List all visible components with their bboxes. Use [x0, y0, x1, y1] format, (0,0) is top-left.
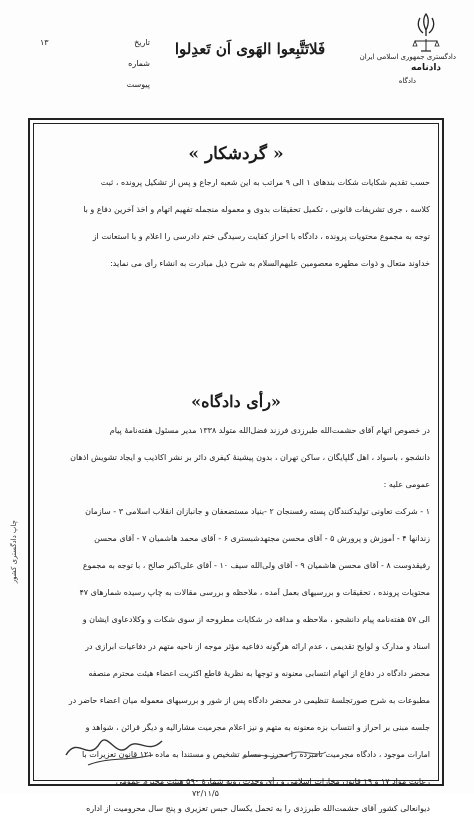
verdict-line: ۷۲/۱۱/۵ — [192, 789, 219, 798]
quran-motto: فَلاتَتَّبِعوا الهَوی اَن تَعدِلوا — [174, 40, 326, 58]
document-meta — [40, 38, 150, 101]
verdict-line: امارات موجود ، دادگاه مجرمیت نامبرده را محرز و مسلم تشخیص و مستنداً به ماده ۱۲۱ قانون تعزیرات با — [82, 750, 430, 759]
verdict-line: جلسه مبنی بر احراز و انتساب بزه معنونه به متهم و نیز اعلام مجرمیت مشارالیه و دیگر قرائن ، شواهد و — [85, 723, 430, 732]
document-type: دادنامه — [410, 63, 442, 73]
verdict-line: زندانها ۴ - آموزش و پرورش ۵ - آقای محسن مجتهدشبستری ۶ - آقای محمد هاشمیان ۷ - آقای محسن — [94, 534, 430, 543]
paragraph-line: توجه به مجموع محتویات پرونده ، دادگاه با احراز کفایت رسیدگی ختم دادرسی را اعلام و با استعانت از — [92, 232, 430, 241]
verdict-line: عمومی علیه : — [383, 480, 430, 489]
verdict-line: ۱ - شرکت تعاونی تولیدکنندگان پسته رفسنجان ۲ -بنیاد مستضعفان و جانبازان انقلاب اسلامی ۳ - سازمان — [85, 507, 430, 516]
verdict-title: «رأی دادگاه» — [191, 392, 281, 411]
paragraph-line: حسب تقدیم شکایات شکات بندهای ۱ الی ۹ مراتب به این شعبه ارجاع و پس از تشکیل پرونده ، ثبت — [100, 178, 430, 187]
printer-side-note: چاپ دادگستری کشور — [10, 520, 18, 584]
attachment-row — [40, 80, 150, 89]
number-row — [40, 59, 150, 68]
attachment-label: پیوست — [126, 80, 150, 89]
verdict-line: اسناد و مدارک و لوایح تقدیمی ، عدم ارائه هرگونه دفاعیه مؤثر موجه از ناحیه متهم در دفاعیات ابرازی در — [85, 642, 430, 651]
paragraph-line: کلاسه ، جری تشریفات قانونی ، تکمیل تحقیقات بدوی و معموله منجمله تفهیم اتهام و اخذ آخرین دفاع و با — [83, 205, 430, 214]
court-label: دادگاه — [398, 77, 416, 85]
verdict-paragraph — [42, 426, 430, 831]
proceedings-title: « گردشکار » — [188, 144, 284, 164]
number-label: شماره — [128, 59, 150, 68]
verdict-line: رفیقدوست ۸ - آقای محسن هاشمیان ۹ - آقای ولی‌الله سیف ۱۰ - آقای علی‌اکبر صالح ، با توجه به مجموع — [82, 561, 430, 570]
date-label: تاریخ — [134, 38, 150, 47]
verdict-line: رعایت مواد ۱۷ و ۱۹ قانون مجازات اسلامی و رأی وحدت رویه شمارهٔ ۵۹۰ هیئت محترم عمومی — [115, 777, 430, 786]
date-value: ۱۳ — [40, 38, 49, 47]
verdict-line: مطبوعات به شرح صورتجلسهٔ تنظیمی در محضر دادگاه پس از شور و بررسیهای معموله میان اعضاء حاضر در — [68, 696, 430, 705]
judiciary-emblem — [359, 12, 456, 85]
verdict-line: محتویات پرونده ، تحقیقات و بررسیهای بعمل آمده ، ملاحظه و بررسی مقالات به چاپ رسیده شمارهای ۴۷ — [79, 588, 430, 597]
verdict-line: الی ۵۷ هفته‌نامه پیام دانشجو ، ملاحظه و مداقه در شکایات مطروحه از سوی شکات و وکلادعاوی ایشان و — [82, 615, 430, 624]
scales-of-justice-icon — [412, 38, 440, 52]
verdict-line: دیوانعالی کشور آقای حشمت‌الله طبرزدی را به تحمل یکسال حبس تعزیری و پنج سال محرومیت از اداره — [86, 804, 430, 813]
verdict-line: دانشجو ، باسواد ، اهل گلپایگان ، ساکن تهران ، بدون پیشینهٔ کیفری دائر بر نشر اکاذیب و ایجاد تشویش اذهان — [70, 453, 430, 462]
iran-emblem-icon — [415, 12, 437, 38]
verdict-line: محضر دادگاه در دفاع از اتهام انتسابی معنونه و توجهاً به نظریهٔ قاطع اکثریت اعضاء هیئت محترم منصفه — [88, 669, 430, 678]
org-name: دادگستری جمهوری اسلامی ایران — [359, 53, 456, 61]
paragraph-line: خداوند متعال و ذوات مطهره معصومین علیهم‌السلام به شرح ذیل مبادرت به انشاء رأی می نماید: — [110, 259, 430, 268]
judge-signature — [58, 725, 178, 770]
official-stamp — [240, 744, 330, 766]
date-row — [40, 38, 150, 47]
verdict-line: در خصوص اتهام آقای حشمت‌الله طبرزدی فرزند فضل‌الله متولد ۱۳۳۸ مدیر مسئول هفته‌نامهٔ پیام — [109, 426, 430, 435]
document-frame — [28, 118, 444, 813]
proceedings-paragraph — [42, 178, 430, 286]
